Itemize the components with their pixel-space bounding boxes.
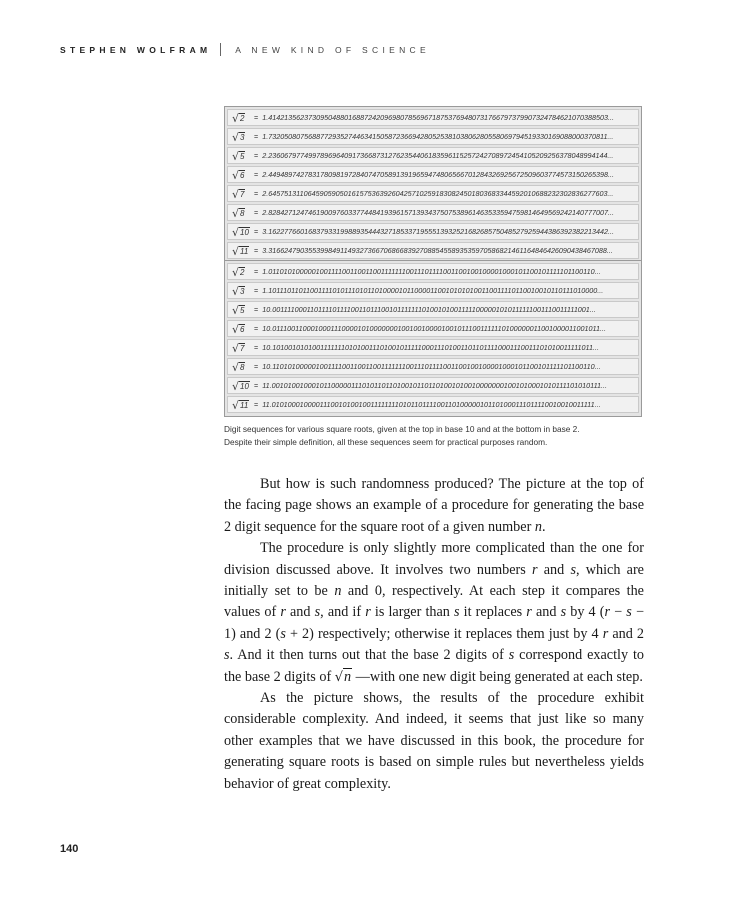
equals-sign: = [254, 305, 259, 314]
equals-sign: = [254, 208, 259, 217]
digit-row [227, 147, 639, 164]
equals-sign: = [254, 286, 259, 295]
radical-symbol: √ [232, 226, 240, 239]
caption-line-2: Despite their simple definition, all these sequences seem for practical purposes random. [224, 437, 548, 447]
digit-row [227, 339, 639, 356]
sqrt-label [228, 206, 252, 219]
radical-symbol: √ [232, 361, 240, 374]
digit-sequence: 10.011100110001000111000010100000001001001000010010111001111110100000011001000011001011... [262, 324, 606, 333]
radical-symbol: √ [232, 188, 240, 201]
radical-symbol: √ [232, 245, 240, 258]
radicand: 2 [240, 268, 245, 277]
radicand: 3 [240, 287, 245, 296]
digit-sequence: 2.2360679774997896964091736687312762354406183596115257242708972454105209256378048994144... [262, 151, 614, 160]
equals-sign: = [254, 381, 259, 390]
digit-row [227, 358, 639, 375]
equals-sign: = [254, 227, 259, 236]
sqrt-label [228, 265, 252, 278]
equals-sign: = [254, 189, 259, 198]
digit-row [227, 242, 639, 259]
page-number: 140 [60, 843, 79, 855]
radical-symbol: √ [232, 380, 240, 393]
paragraph-3: As the picture shows, the results of the procedure exhibit considerable complexity. And indeed, it seems that just like so many other examples that we have discussed in this book, the procedure for generating square roots is based on simple rules but nevertheless yields behavior of great complexity. [224, 690, 644, 792]
radical-symbol: √ [232, 304, 240, 317]
equals-sign: = [254, 113, 259, 122]
digit-row [227, 204, 639, 221]
sqrt-label [228, 398, 252, 411]
equals-sign: = [254, 400, 259, 409]
sqrt-label [228, 284, 252, 297]
radicand: 10 [240, 228, 249, 237]
sqrt-label [228, 111, 252, 124]
radicand: 8 [240, 363, 245, 372]
sqrt-label [228, 130, 252, 143]
digit-row [227, 396, 639, 413]
digit-sequence: 10.101001010100111111101010011101001011111000111010011011011110001110011101010011111011... [262, 343, 599, 352]
radicand: 6 [240, 171, 245, 180]
radical-symbol: √ [232, 323, 240, 336]
radicand: 6 [240, 325, 245, 334]
radicand: 5 [240, 152, 245, 161]
equals-sign: = [254, 324, 259, 333]
radicand: 11 [240, 247, 249, 256]
equals-sign: = [254, 362, 259, 371]
radical-symbol: √ [232, 399, 240, 412]
sqrt-label [228, 303, 252, 316]
digit-sequence: 2.6457513110645905905016157536392604257102591830824501803683344592010688232302836277603... [262, 189, 614, 198]
equals-sign: = [254, 343, 259, 352]
radicand: 8 [240, 209, 245, 218]
equals-sign: = [254, 267, 259, 276]
digit-sequence: 10.110101000001001111001100110011111110011101111001100100100001000101100101111101100110... [262, 362, 601, 371]
radicand: 3 [240, 133, 245, 142]
sqrt-label [228, 225, 252, 238]
radical-symbol: √ [232, 207, 240, 220]
radical-symbol: √ [232, 342, 240, 355]
paragraph-1: But how is such randomness produced? The picture at the top of the facing page shows an example of a procedure for generating the base 2 digit sequence for the square root of a given number n. [224, 476, 644, 535]
digit-row [227, 128, 639, 145]
running-header [60, 43, 430, 56]
paragraph-2: The procedure is only slightly more complicated than the one for division discussed above. It involves two numbers r and s, which are initially set to be n and 0, respectively. At each step it compares the values of r and s, and if r is larger than s it replaces r and s by 4 (r − s − 1) and 2 (s + 2) respectively; otherwise it replaces them just by 4 r and 2 s. And it then turns out that the base 2 digits of s correspond exactly to the base 2 digits of √n —with one new digit being generated at each step. [224, 540, 645, 685]
sqrt-label [228, 360, 252, 373]
sqrt-label [228, 187, 252, 200]
digit-sequence: 2.4494897427831780981972840747058913919659474806566701284326925672509603774573150265398... [262, 170, 614, 179]
radical-symbol: √ [232, 285, 240, 298]
radical-symbol: √ [232, 150, 240, 163]
digit-sequence: 3.1622776601683793319988935444327185337195551393252168268575048527925944386392382213442... [262, 227, 614, 236]
digit-sequence: 3.3166247903553998491149327366706866839270885455893535970586821461164846426090438467088... [262, 246, 613, 255]
equals-sign: = [254, 151, 259, 160]
radical-symbol: √ [232, 169, 240, 182]
header-book-title: A NEW KIND OF SCIENCE [235, 45, 430, 55]
digit-sequence: 1.0110101000001001111001100110011111110011101111001100100100001000101100101111101100110... [262, 267, 601, 276]
digit-sequence: 10.001111000110111101111001101110010111111101001010011111000001010111111001110011111001... [262, 305, 596, 314]
digit-sequence: 1.1011101101100111101011101011010000101100001100101010100110011110110010010110111010000... [262, 286, 604, 295]
sqrt-label [228, 322, 252, 335]
radicand: 5 [240, 306, 245, 315]
radicand: 7 [240, 190, 245, 199]
sqrt-label [228, 244, 252, 257]
digit-row [227, 377, 639, 394]
digit-row [227, 109, 639, 126]
radicand: 10 [240, 382, 249, 391]
digit-row [227, 301, 639, 318]
sqrt-symbol: √ [334, 669, 344, 685]
base10-digit-table [224, 106, 642, 263]
base2-digit-table [224, 260, 642, 417]
digit-row [227, 320, 639, 337]
digit-sequence: 11.010100010000111001010010011111111010110111100110100000101101000111011110010010011111... [262, 400, 601, 409]
figure-caption [224, 423, 644, 449]
equals-sign: = [254, 246, 259, 255]
sqrt-label [228, 168, 252, 181]
caption-line-1: Digit sequences for various square roots, given at the top in base 10 and at the bottom in base 2. [224, 424, 580, 434]
radical-symbol: √ [232, 112, 240, 125]
header-divider [220, 43, 221, 56]
radical-symbol: √ [232, 131, 240, 144]
sqrt-label [228, 379, 252, 392]
digit-row [227, 223, 639, 240]
radical-symbol: √ [232, 266, 240, 279]
equals-sign: = [254, 132, 259, 141]
equals-sign: = [254, 170, 259, 179]
sqrt-label [228, 341, 252, 354]
digit-row [227, 185, 639, 202]
digit-row [227, 166, 639, 183]
radicand: 11 [240, 401, 249, 410]
radicand: 7 [240, 344, 245, 353]
header-author: STEPHEN WOLFRAM [60, 45, 212, 55]
body-text [224, 474, 644, 795]
digit-row [227, 263, 639, 280]
radicand: 2 [240, 114, 245, 123]
digit-row [227, 282, 639, 299]
digit-sequence: 1.7320508075688772935274463415058723669428052538103806280558069794519330169088000370811... [262, 132, 614, 141]
digit-sequence: 1.4142135623730950488016887242096980785696718753769480731766797379907324784621070388503... [262, 113, 614, 122]
digit-sequence: 11.001010010001011000001110101101101001011011010010100100000001001010001010111101010111... [262, 381, 608, 390]
sqrt-label [228, 149, 252, 162]
digit-sequence: 2.8284271247461900976033774484193961571393437507538961463533594759814649569242140777007... [262, 208, 614, 217]
